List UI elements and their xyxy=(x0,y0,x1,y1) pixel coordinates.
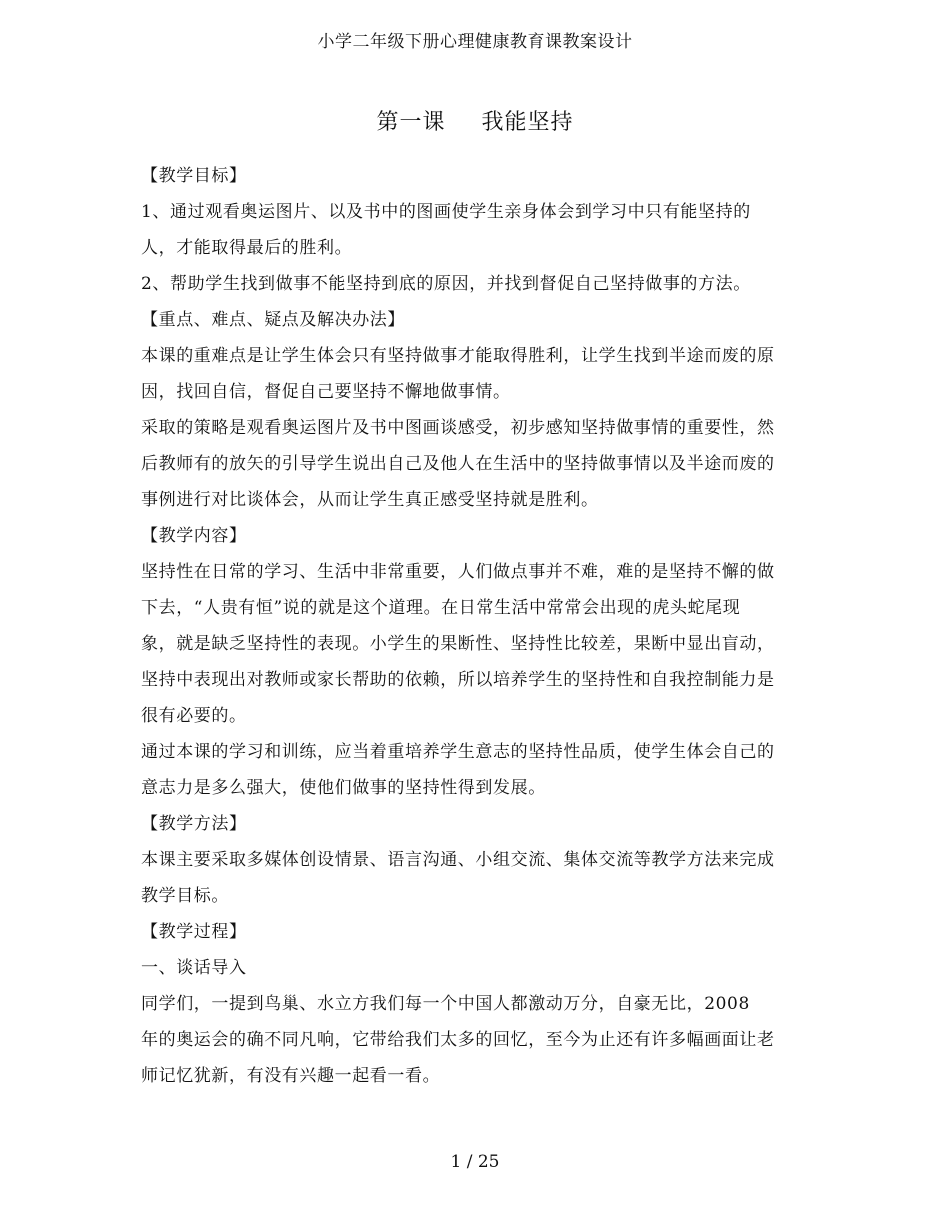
paragraph xyxy=(141,842,811,914)
paragraph xyxy=(141,194,811,266)
section-heading xyxy=(141,806,811,842)
section-heading xyxy=(141,914,811,950)
text-line: 同学们，一提到鸟巢、水立方我们每一个中国人都激动万分，自豪无比，2008 xyxy=(141,994,750,1014)
text-line: 2、帮助学生找到做事不能坚持到底的原因，并找到督促自己坚持做事的方法。 xyxy=(141,274,751,294)
text-line: 很有必要的。 xyxy=(141,706,247,726)
paragraph xyxy=(141,266,811,302)
paragraph xyxy=(141,986,811,1094)
document-body xyxy=(141,158,811,1094)
text-line: 师记忆犹新，有没有兴趣一起看一看。 xyxy=(141,1066,441,1086)
text-line: 因，找回自信，督促自己要坚持不懈地做事情。 xyxy=(141,382,511,402)
text-line: 象，就是缺乏坚持性的表现。小学生的果断性、坚持性比较差，果断中显出盲动， xyxy=(141,634,775,654)
text-line: 坚持性在日常的学习、生活中非常重要，人们做点事并不难，难的是坚持不懈的做 xyxy=(141,562,775,582)
paragraph xyxy=(141,338,811,410)
text-line: 事例进行对比谈体会，从而让学生真正感受坚持就是胜利。 xyxy=(141,490,599,510)
text-line: 意志力是多么强大，使他们做事的坚持性得到发展。 xyxy=(141,778,546,798)
section-heading xyxy=(141,302,811,338)
section-heading xyxy=(141,518,811,554)
text-line: 一、谈话导入 xyxy=(141,958,247,978)
text-line: 【教学方法】 xyxy=(141,814,247,834)
lesson-name: 我能坚持 xyxy=(481,110,574,135)
subsection-heading xyxy=(141,950,811,986)
text-line: 【重点、难点、疑点及解决办法】 xyxy=(141,310,405,330)
text-line: 年的奥运会的确不同凡响，它带给我们太多的回忆，至今为止还有许多幅画面让老 xyxy=(141,1030,775,1050)
text-line: 通过本课的学习和训练，应当着重培养学生意志的坚持性品质，使学生体会自己的 xyxy=(141,742,775,762)
lesson-title xyxy=(0,108,950,138)
running-header: 小学二年级下册心理健康教育课教案设计 xyxy=(317,32,633,52)
paragraph xyxy=(141,410,811,518)
text-line: 下去，“人贵有恒”说的就是这个道理。在日常生活中常常会出现的虎头蛇尾现 xyxy=(141,598,741,618)
paragraph xyxy=(141,734,811,806)
text-line: 教学目标。 xyxy=(141,886,229,906)
text-line: 采取的策略是观看奥运图片及书中图画谈感受，初步感知坚持做事情的重要性，然 xyxy=(141,418,775,438)
text-line: 本课的重难点是让学生体会只有坚持做事才能取得胜利，让学生找到半途而废的原 xyxy=(141,346,775,366)
lesson-number: 第一课 xyxy=(376,110,446,135)
text-line: 坚持中表现出对教师或家长帮助的依赖，所以培养学生的坚持性和自我控制能力是 xyxy=(141,670,775,690)
text-line: 【教学目标】 xyxy=(141,166,247,186)
text-line: 1、通过观看奥运图片、以及书中的图画使学生亲身体会到学习中只有能坚持的 xyxy=(141,202,751,222)
text-line: 【教学过程】 xyxy=(141,922,247,942)
section-heading xyxy=(141,158,811,194)
text-line: 本课主要采取多媒体创设情景、语言沟通、小组交流、集体交流等教学方法来完成 xyxy=(141,850,775,870)
paragraph xyxy=(141,554,811,734)
page-number: 1 / 25 xyxy=(450,1152,500,1172)
text-line: 后教师有的放矢的引导学生说出自己及他人在生活中的坚持做事情以及半途而废的 xyxy=(141,454,775,474)
text-line: 人，才能取得最后的胜利。 xyxy=(141,238,353,258)
text-line: 【教学内容】 xyxy=(141,526,247,546)
